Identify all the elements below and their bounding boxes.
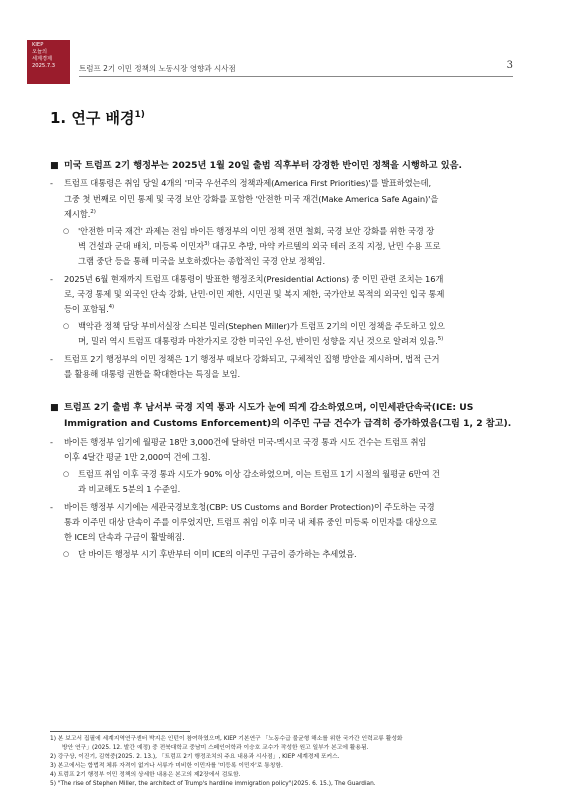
dash-bullet: -	[50, 273, 53, 284]
header-divider	[79, 76, 513, 77]
circle-bullet-icon: ○	[63, 227, 70, 236]
section-title-text: 1. 연구 배경	[50, 109, 135, 127]
list-item: - 2025년 6월 현재까지 트럼프 대통령이 발표한 행정조치(Presidential Actions) 중 이민 관련 조치는 16개 로, 국경 통제 및 외국인 단속 강화, 난민·이민 제한, 시민권 및 복지 제한, 국가안보 목적의 외국인 입국 통제 등이 포함됨.$^{4)}$	[50, 273, 445, 315]
footnote-ref: 2)	[90, 209, 96, 216]
list-item: ○ '안전한 미국 재건' 과제는 전임 바이든 행정부의 이민 정책 전면 철회, 국경 보안 강화를 위한 국경 장 벽 건설과 군대 배치, 미등록 이민자$^{3)}$ 대규모 추방, 마약 카르텔의 외국 테러 조직 지정, 난민 수용 프로 그램 중단 등을 통해 미국을 보호하겠다는 종합적인 국경 안보 정책임.	[63, 226, 441, 267]
list-item: - 바이든 행정부 시기에는 세관국경보호청(CBP: US Customs and Border Protection)이 주도하는 국경 통과 이주민 대상 단속이 주를 이루었지만, 트럼프 취임 이후 미국 내 체류 중인 미등록 이민자를 대상으로 한 ICE의 단속과 구금이 활발해짐.	[50, 501, 438, 543]
footnote: 2) 강구상, 이진기, 김혁중(2025. 2. 13.), 「트럼프 2기 행정조치의 주요 내용과 시사점」, KIEP 세계경제 포커스.	[50, 754, 340, 760]
badge-line: 세계경제	[32, 56, 53, 62]
list-item: ○ 단 바이든 행정부 시기 후반부터 이미 ICE의 이주민 구금이 증가하는 추세였음.	[50, 547, 514, 562]
body-content	[50, 158, 514, 562]
publication-badge	[27, 40, 70, 84]
footnote-ref: 4)	[108, 304, 115, 311]
footnote-ref: 3)	[204, 241, 210, 248]
badge-line: 오늘의	[32, 49, 48, 55]
circle-bullet-icon: ○	[63, 470, 70, 479]
dash-bullet: -	[50, 353, 53, 364]
square-bullet-icon: ■	[50, 160, 59, 171]
circle-bullet-icon: ○	[63, 550, 70, 559]
badge-line: KIEP	[32, 42, 44, 48]
footnote-ref: 1)	[134, 110, 145, 120]
badge-line: 2025.7.3	[32, 63, 56, 69]
footnote: 1) 본 보고서 집필에 세계지역연구센터 박지은 인턴이 참여하였으며, KIEP 기본연구 「노동수급 불균형 해소를 위한 국가간 인력교류 활성화 방안 연구」(2025. 12. 발간 예정) 중 전북대학교 중남미 스페인어학과 이승호 교수가 작성한 원고 일부가 본고에 활용됨.	[50, 736, 403, 751]
list-item: - 바이든 행정부 임기에 월평균 18만 3,000건에 달하던 미국-멕시코 국경 통과 시도 건수는 트럼프 취임 이후 4달간 평균 1만 2,000여 건에 그침.	[50, 436, 427, 463]
list-item: - 트럼프 2기 행정부의 이민 정책은 1기 행정부 때보다 강화되고, 구체적인 집행 방안을 제시하며, 법적 근거 를 활용해 대통령 권한을 확대한다는 특징을 보임.	[50, 353, 440, 379]
page-number: 3	[506, 60, 513, 71]
footnote-divider	[50, 731, 190, 732]
dash-bullet: -	[50, 178, 53, 189]
section-title	[50, 107, 145, 128]
footnote: 4) 트럼프 2기 행정부 이민 정책의 상세한 내용은 본고의 제2장에서 검토함.	[50, 772, 241, 778]
dash-bullet: -	[50, 436, 53, 447]
square-bullet-icon: ■	[50, 402, 59, 414]
footnote: 5) "The rise of Stephen Miller, the architect of Trump's hardline immigration policy"(2025. 6. 15.), The Guardian.	[50, 781, 376, 787]
list-item: ○ 트럼프 취임 이후 국경 통과 시도가 90% 이상 감소하였으며, 이는 트럼프 1기 시절의 월평균 6만여 건 과 비교해도 5분의 1 수준임.	[63, 469, 440, 495]
list-item: ○ 백악관 정책 담당 부비서실장 스티븐 밀러(Stephen Miller)가 트럼프 2기의 이민 정책을 주도하고 있으 며, 밀러 역시 트럼프 대통령과 마찬가지로 강한 미국인 우선, 반이민 성향을 지닌 것으로 알려져 있음.$^{5)}$	[63, 321, 445, 347]
running-title: 트럼프 2기 이민 정책의 노동시장 영향과 시사점	[79, 64, 236, 73]
list-item: - 트럼프 대통령은 취임 당일 4개의 '미국 우선주의 정책과제(America First Priorities)'를 발표하였는데, 그중 첫 번째로 이민 통제 및 국경 보안 강화를 포함한 '안전한 미국 재건(Make America Safe Again)'을 제시함.$^{2)}$	[50, 178, 439, 219]
footnote: 3) 본고에서는 합법적 체류 자격이 없거나 서류가 미비한 이민자를 '미등록 이민자'로 통칭함.	[50, 763, 283, 769]
footnotes	[50, 735, 520, 789]
dash-bullet: -	[50, 501, 53, 512]
block2-heading: ■ 트럼프 2기 출범 후 남서부 국경 지역 통과 시도가 눈에 띄게 감소하였으며, 이민세관단속국(ICE: US Immigration and Customs Enforcement)의 이주민 구금 건수가 급격히 증가하였음(그림 1, 2 참고).	[50, 402, 512, 430]
block1-heading: ■ 미국 트럼프 2기 행정부는 2025년 1월 20일 출범 직후부터 강경한 반이민 정책을 시행하고 있음.	[50, 158, 514, 174]
circle-bullet-icon: ○	[63, 322, 70, 331]
footnote-ref: 5)	[437, 336, 444, 343]
